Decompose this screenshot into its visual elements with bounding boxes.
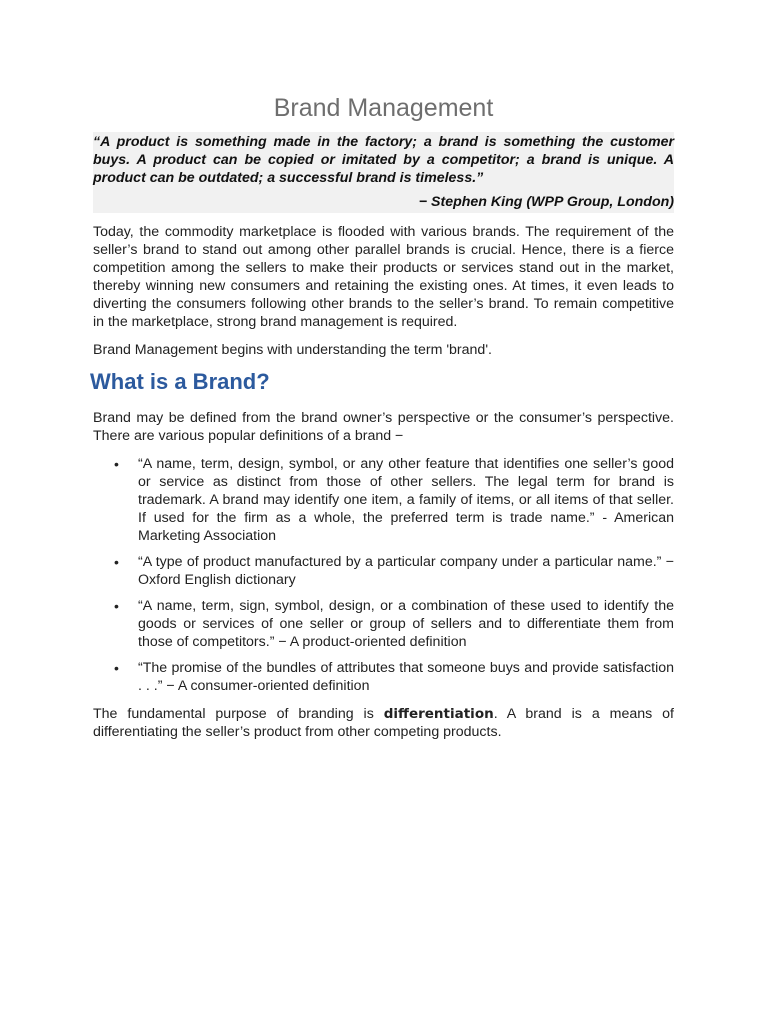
definitions-list: [93, 455, 674, 695]
intro-paragraph-1: Today, the commodity marketplace is flooded with various brands. The requirement of the seller’s brand to stand out among other parallel brands is crucial. Hence, there is a fierce competition among the sellers to make their products or services stand out in the market, thereby winning new consumers and retaining the existing ones. At times, it even leads to diverting the consumers following other brands to the seller’s brand. To remain competitive in the marketplace, strong brand management is required.: [93, 224, 674, 330]
bullet-icon: •: [114, 660, 119, 676]
bullet-icon: •: [114, 598, 119, 614]
definition-text: “The promise of the bundles of attributes that someone buys and provide satisfaction . . .” − A consumer-oriented definition: [138, 660, 674, 694]
bullet-icon: •: [114, 554, 119, 570]
closing-text-after: . A brand is a means of differentiating the seller’s product from other competing products.: [93, 706, 674, 740]
quote-block: [93, 132, 674, 213]
document-page: [90, 92, 674, 751]
list-item: [93, 553, 674, 589]
quote-author: − Stephen King (WPP Group, London): [418, 194, 674, 210]
section-intro: Brand may be defined from the brand owner’s perspective or the consumer’s perspective. There are various popular definitions of a brand −: [93, 410, 674, 444]
definition-text: “A name, term, design, symbol, or any other feature that identifies one seller’s good or service as distinct from those of other sellers. The legal term for brand is trademark. A brand may identify one item, a family of items, or all items of that seller. If used for the firm as a whole, the preferred term is trade name.” - American Marketing Association: [138, 456, 674, 544]
quote-text: “A product is something made in the factory; a brand is something the customer buys. A product can be copied or imitated by a competitor; a brand is unique. A product can be outdated; a successful brand is timeless.”: [93, 134, 674, 186]
list-item: [93, 597, 674, 651]
list-item: [93, 455, 674, 545]
differentiation-term: differentiation: [383, 706, 494, 722]
definition-text: “A type of product manufactured by a particular company under a particular name.” − Oxford English dictionary: [138, 554, 674, 588]
closing-text-before: The fundamental purpose of branding is: [93, 706, 384, 722]
closing-paragraph: [93, 705, 674, 741]
intro-paragraph-2: Brand Management begins with understanding the term 'brand'.: [93, 342, 492, 358]
list-item: [93, 659, 674, 695]
definition-text: “A name, term, sign, symbol, design, or a combination of these used to identify the goods or services of one seller or group of sellers and to differentiate them from those of competitors.” − A product-oriented definition: [138, 598, 674, 650]
bullet-icon: •: [114, 456, 119, 472]
section-heading: What is a Brand?: [90, 369, 270, 394]
page-title: Brand Management: [273, 94, 494, 122]
